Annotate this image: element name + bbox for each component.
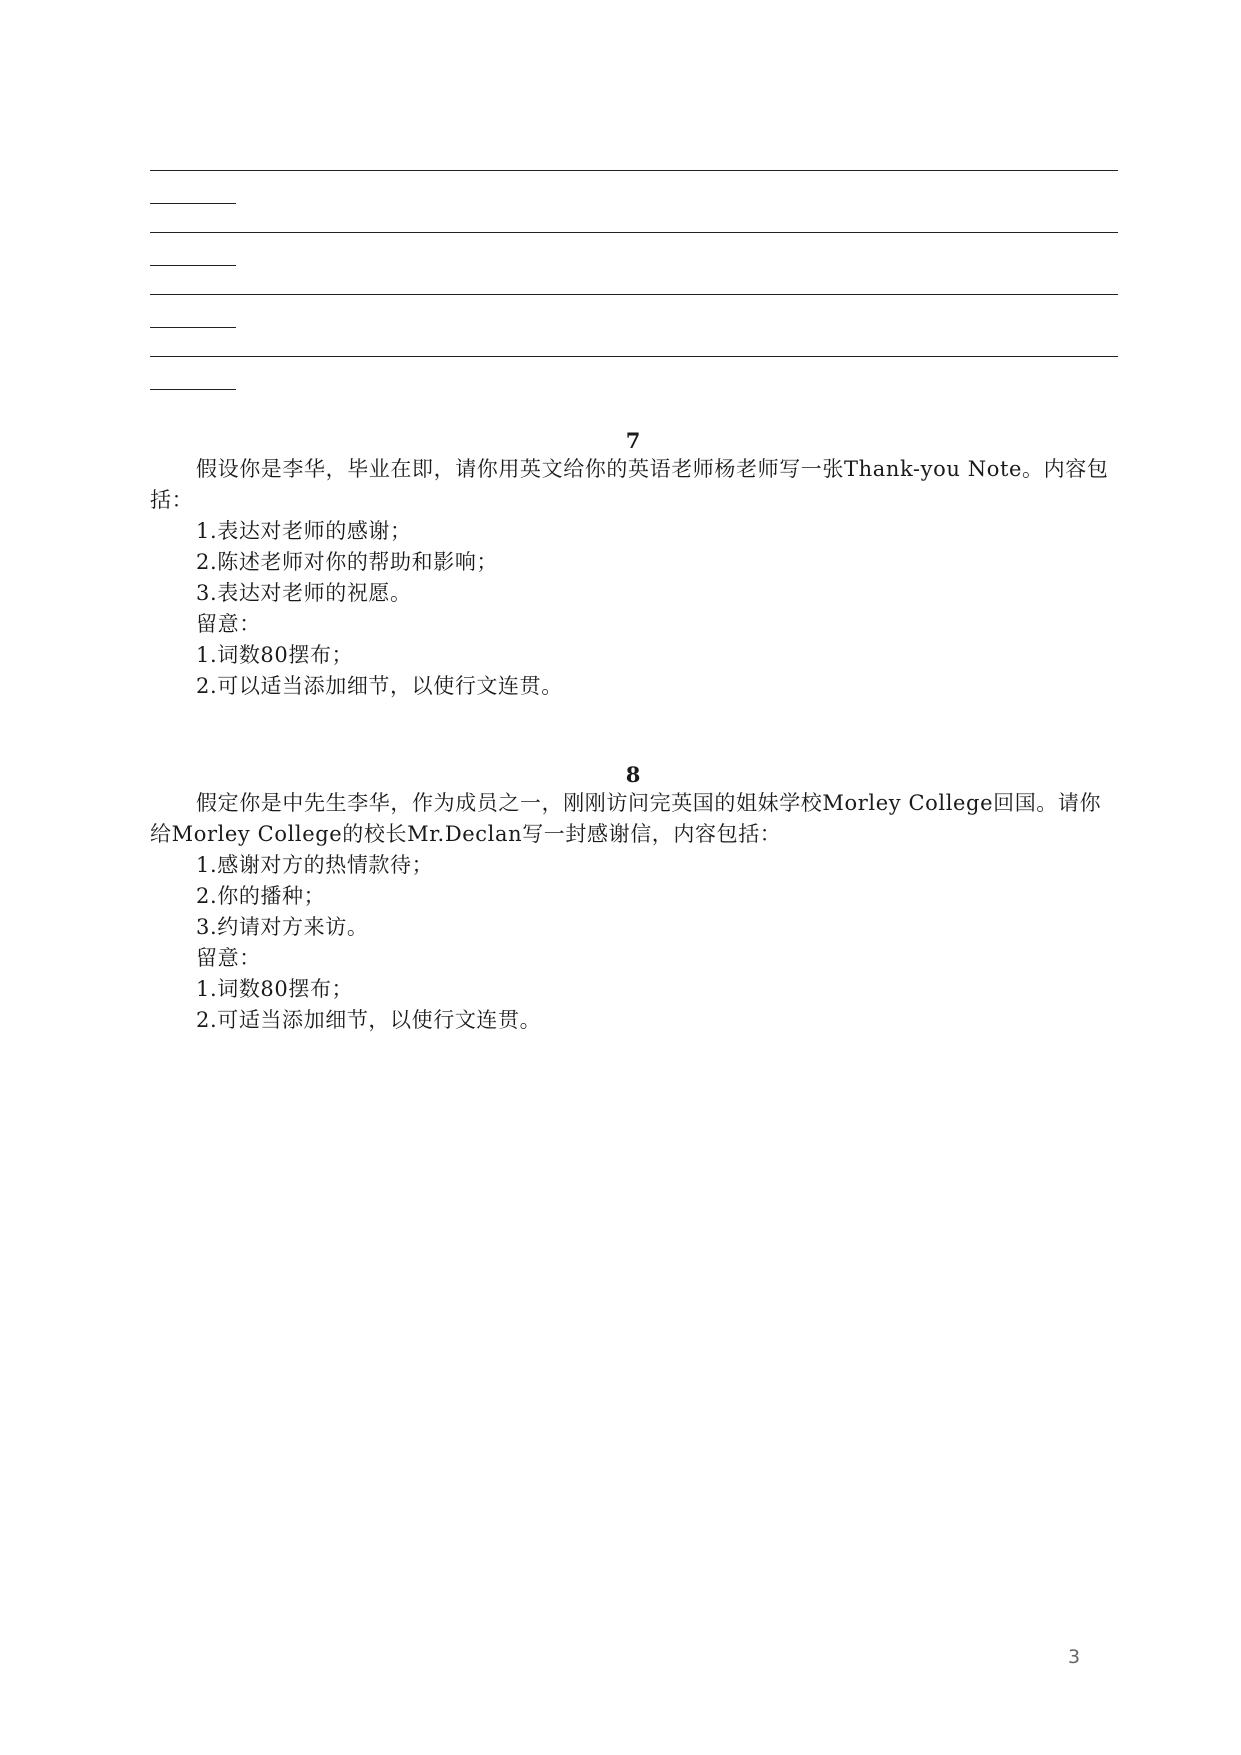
requirement-item: 2.你的播种； [196,884,326,908]
question-7 [150,428,1118,702]
requirement-item: 2.陈述老师对你的帮助和影响； [196,550,499,574]
question-prompt: 假定你是中先生李华，作为成员之一，刚刚访问完英国的姐妹学校Morley College回国。请你给Morley College的校长Mr.Declan写一封感谢信，内容包括： [150,791,1102,846]
line-long [150,294,1118,295]
note-label: 留意： [196,946,261,970]
requirement-item: 3.约请对方来访。 [196,915,369,939]
question-number: 7 [625,428,641,453]
line-short [150,265,236,266]
line-long [150,232,1118,233]
answer-line [150,338,1118,400]
line-long [150,170,1118,171]
requirement-item: 1.感谢对方的热情款待； [196,853,434,877]
line-short [150,389,236,390]
answer-line [150,214,1118,276]
answer-line [150,152,1118,214]
question-number: 8 [625,762,641,787]
line-long [150,356,1118,357]
page-number: 3 [1068,1646,1081,1668]
note-item: 2.可适当添加细节，以使行文连贯。 [196,1008,542,1032]
answer-lines [150,152,1118,400]
requirement-item: 1.表达对老师的感谢； [196,519,412,543]
line-short [150,327,236,328]
note-item: 2.可以适当添加细节，以使行文连贯。 [196,674,563,698]
question-8 [150,762,1118,1036]
requirement-item: 3.表达对老师的祝愿。 [196,581,412,605]
note-label: 留意： [196,612,261,636]
note-item: 1.词数80摆布； [196,643,354,667]
line-short [150,203,236,204]
note-item: 1.词数80摆布； [196,977,354,1001]
question-prompt: 假设你是李华，毕业在即，请你用英文给你的英语老师杨老师写一张Thank-you Note。内容包括： [150,457,1109,512]
answer-line [150,276,1118,338]
